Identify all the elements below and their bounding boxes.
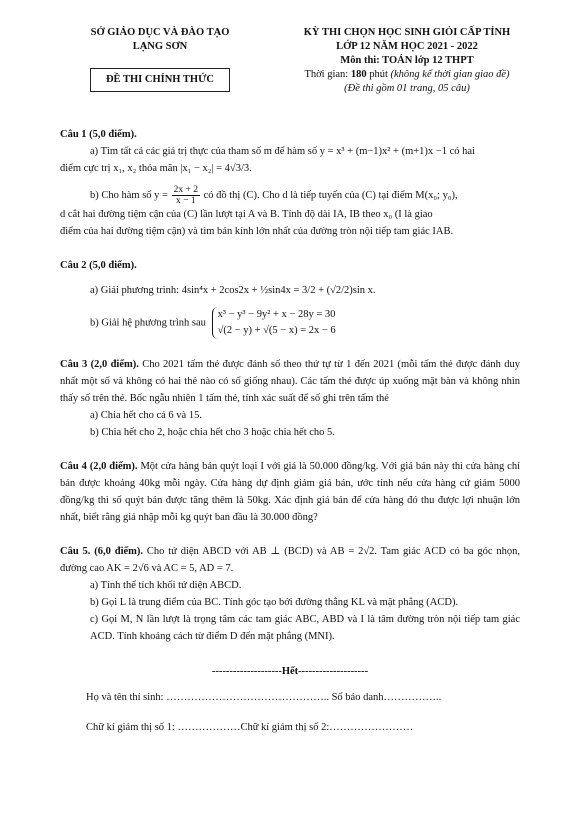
question-5c: c) Gọi M, N lần lượt là trọng tâm các tam giác ABC, ABD và I là tâm đường tròn nội tiếp tam giác ACD. Tính khoảng cách từ điểm D đến mặt phẳng (MNI).	[90, 614, 520, 642]
fraction: $\frac{2x + 2}{x - 1}$	[173, 185, 198, 206]
question-3	[60, 356, 520, 441]
question-3b: b) Chia hết cho 2, hoặc chia hết cho 3 hoặc chia hết cho 5.	[90, 427, 335, 438]
question-1-title: Câu 1 (5,0 điểm).	[60, 129, 137, 140]
exam-title: KỲ THI CHỌN HỌC SINH GIỎI CẤP TỈNH	[303, 27, 511, 38]
question-3-title: Câu 3 (2,0 điểm).	[60, 359, 139, 370]
time-limit: Thời gian: 180 phút (không kể thời gian giao đề)	[304, 69, 510, 80]
question-2a: a) Giải phương trình: 4sin⁴x + 2cos2x + ½sin4x = 3/2 + (√2/2)sin x.	[90, 285, 376, 296]
question-4-title: Câu 4 (2,0 điểm).	[60, 461, 138, 472]
question-5-body: Cho tứ diện ABCD với AB ⊥ (BCD) và AB = 2√2. Tam giác ACD có ba góc nhọn, đường cao AK = 2√6 và AC = 5, AD = 7.	[60, 546, 520, 574]
question-2-title: Câu 2 (5,0 điểm).	[60, 260, 137, 271]
end-mark: --------------------Hết--------------------	[211, 666, 369, 677]
department-name: SỞ GIÁO DỤC VÀ ĐÀO TẠO	[90, 27, 230, 38]
question-2b: b) Giải hệ phương trình sau x³ − y³ − 9y² + x − 28y = 30 √(2 − y) + √(5 − x) = 2x − 6	[60, 307, 520, 339]
question-1a-cont: điểm cực trị x₁, x₂ thỏa mãn |x₁ − x₂| = 4√3/3.	[60, 163, 252, 174]
question-4	[60, 458, 520, 526]
pages-note: (Đề thi gồm 01 trang, 05 câu)	[344, 83, 470, 94]
question-1b-cont2: điểm của hai đường tiệm cận) và tìm bán kính lớn nhất của đường tròn nội tiếp tam giác IAB.	[60, 226, 454, 237]
question-1a: a) Tìm tất cả các giá trị thực của tham số m để hàm số y = x³ + (m−1)x² + (m+1)x −1 có hai	[90, 146, 475, 157]
proctor-signature-line: Chữ kí giám thị số 1: ………………Chữ kí giám thị số 2:……………………	[86, 722, 414, 733]
header-right	[272, 26, 542, 96]
province-name: LẠNG SƠN	[132, 41, 188, 52]
question-3a: a) Chia hết cho cả 6 và 15.	[90, 410, 202, 421]
question-5	[60, 543, 520, 645]
question-3-body: Cho 2021 tấm thẻ được đánh số theo thứ tự từ 1 đến 2021 (mỗi tấm thẻ được đánh duy nhất một số và không có hai thẻ nào có số giống nhau). Các tấm thẻ được úp xuống mặt bàn và không nhìn thấy số trên thẻ. Bốc ngẫu nhiên 1 tấm thẻ, tính xác suất để số ghi trên tấm thẻ	[60, 359, 520, 404]
official-exam-badge: ĐỀ THI CHÍNH THỨC	[90, 68, 230, 92]
question-1	[60, 126, 520, 240]
question-5b: b) Gọi L là trung điểm của BC. Tính góc tạo bởi đường thẳng KL và mặt phẳng (ACD).	[90, 597, 459, 608]
question-1b-cont: d cắt hai đường tiệm cận của (C) lần lượt tại A và B. Tính độ dài IA, IB theo x₀ (I là giao	[60, 209, 433, 220]
question-5-title: Câu 5. (6,0 điểm).	[60, 546, 144, 557]
question-4-body: Một cửa hàng bán quýt loại I với giá là 50.000 đồng/kg. Với giá bán này thì cửa hàng chỉ bán được khoảng 40kg mỗi ngày. Cửa hàng dự định giảm giá bán, ước tính nếu cửa hàng cứ giảm 5000 đồng/kg thì số quýt bán được tăng thêm là 50kg. Xác định giá bán để cửa hàng đó thu được lợi nhuận lớn nhất, biết rằng giá nhập mỗi kg quýt ban đầu là 30.000 đồng?	[60, 461, 520, 523]
subject: Môn thi: TOÁN lớp 12 THPT	[340, 55, 474, 66]
equation-system: x³ − y³ − 9y² + x − 28y = 30 √(2 − y) + √(5 − x) = 2x − 6	[212, 307, 336, 339]
question-1b: b) Cho hàm số y = $\frac{2x + 2}{x - 1}$ có đồ thị (C). Cho d là tiếp tuyến của (C) tại điểm M(x₀; y₀),	[90, 185, 458, 206]
question-5a: a) Tính thể tích khối tứ diện ABCD.	[90, 580, 242, 591]
grade-year: LỚP 12 NĂM HỌC 2021 - 2022	[336, 41, 478, 52]
candidate-info-line: Họ và tên thí sinh: ……………………………………….. Số báo danh……………..	[86, 692, 442, 703]
header-left	[60, 26, 260, 92]
question-2	[60, 257, 520, 339]
exam-content	[60, 126, 520, 740]
